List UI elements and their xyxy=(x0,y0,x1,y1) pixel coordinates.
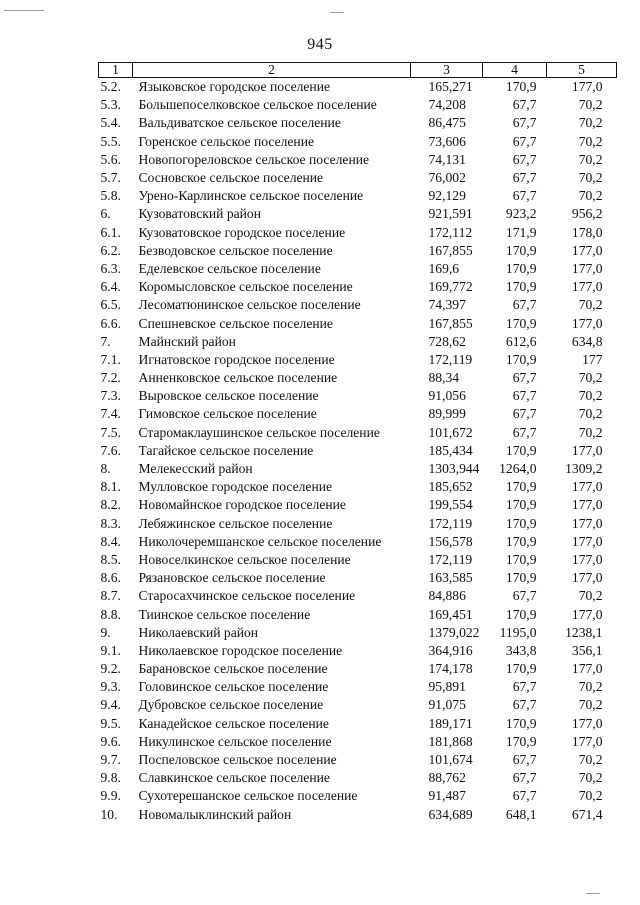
value-col-3: 76,002 xyxy=(428,170,466,186)
value-col-4: 67,7 xyxy=(512,679,537,695)
settlement-name: Барановское сельское поселение xyxy=(138,661,328,677)
value-col-3: 169,6 xyxy=(428,260,460,276)
value-col-3: 1303,944 xyxy=(428,461,480,477)
settlement-name: Гимовское сельское поселение xyxy=(138,406,317,422)
settlement-name: Игнатовское городское поселение xyxy=(138,351,335,367)
value-col-4: 67,7 xyxy=(512,297,537,313)
table-row xyxy=(99,278,617,296)
value-col-5: 70,2 xyxy=(578,188,603,204)
value-col-4: 170,9 xyxy=(505,533,537,549)
value-col-5: 177,0 xyxy=(571,606,603,622)
row-number: 7. xyxy=(100,333,111,349)
settlement-name: Лебяжинское сельское поселение xyxy=(138,515,333,531)
value-col-5: 177,0 xyxy=(571,479,603,495)
value-col-4: 343,8 xyxy=(505,642,537,658)
row-number: 8.5. xyxy=(100,551,121,567)
value-col-4: 67,7 xyxy=(512,770,537,786)
table-row xyxy=(99,715,617,733)
value-col-3: 95,891 xyxy=(428,679,466,695)
table-row xyxy=(99,369,617,387)
row-number: 6.3. xyxy=(100,260,121,276)
value-col-5: 70,2 xyxy=(578,679,603,695)
value-col-5: 70,2 xyxy=(578,588,603,604)
value-col-4: 612,6 xyxy=(505,333,537,349)
row-number: 8.7. xyxy=(100,588,121,604)
value-col-5: 70,2 xyxy=(578,133,603,149)
value-col-5: 356,1 xyxy=(571,642,603,658)
table-row xyxy=(99,224,617,242)
value-col-4: 170,9 xyxy=(505,242,537,258)
settlement-name: Лесоматюнинское сельское поселение xyxy=(138,297,361,313)
settlement-name: Выровское сельское поселение xyxy=(138,388,319,404)
table-row xyxy=(99,587,617,605)
table-row xyxy=(99,642,617,660)
settlement-name: Тиинское сельское поселение xyxy=(138,606,311,622)
value-col-5: 177,0 xyxy=(571,715,603,731)
settlement-name: Новопогореловское сельское поселение xyxy=(138,151,370,167)
scan-artifact-bottom xyxy=(586,893,600,894)
table-row xyxy=(99,533,617,551)
settlement-name: Вальдиватское сельское поселение xyxy=(138,115,341,131)
table-row xyxy=(99,496,617,514)
table-row xyxy=(99,205,617,223)
settlement-name: Большепоселковское сельское поселение xyxy=(138,97,377,113)
value-col-4: 170,9 xyxy=(505,351,537,367)
value-col-4: 170,9 xyxy=(505,260,537,276)
value-col-3: 728,62 xyxy=(428,333,466,349)
header-col-2: 2 xyxy=(133,63,411,78)
table-row xyxy=(99,442,617,460)
value-col-3: 91,075 xyxy=(428,697,466,713)
value-col-4: 67,7 xyxy=(512,752,537,768)
table-row xyxy=(99,96,617,114)
settlement-name: Коромысловское сельское поселение xyxy=(138,279,353,295)
settlement-name: Мелекесский район xyxy=(138,461,253,477)
value-col-5: 177,0 xyxy=(571,497,603,513)
value-col-4: 170,9 xyxy=(505,570,537,586)
value-col-4: 67,7 xyxy=(512,388,537,404)
value-col-3: 634,689 xyxy=(428,806,473,822)
value-col-5: 177,0 xyxy=(571,551,603,567)
value-col-5: 70,2 xyxy=(578,406,603,422)
settlement-name: Кузоватовский район xyxy=(138,206,262,222)
value-col-5: 177,0 xyxy=(571,279,603,295)
value-col-3: 165,271 xyxy=(428,79,473,95)
row-number: 9.4. xyxy=(100,697,121,713)
value-col-3: 91,487 xyxy=(428,788,466,804)
table-row xyxy=(99,515,617,533)
row-number: 7.5. xyxy=(100,424,121,440)
table-row xyxy=(99,806,617,824)
row-number: 6.4. xyxy=(100,279,121,295)
row-number: 6.2. xyxy=(100,242,121,258)
value-col-3: 163,585 xyxy=(428,570,473,586)
table-header xyxy=(99,63,617,78)
value-col-4: 67,7 xyxy=(512,97,537,113)
row-number: 7.3. xyxy=(100,388,121,404)
value-col-4: 67,7 xyxy=(512,170,537,186)
settlement-name: Славкинское сельское поселение xyxy=(138,770,330,786)
scan-artifact-left xyxy=(4,10,44,11)
value-col-5: 1309,2 xyxy=(565,461,603,477)
value-col-4: 170,9 xyxy=(505,442,537,458)
table-row xyxy=(99,133,617,151)
table-row xyxy=(99,751,617,769)
row-number: 8.6. xyxy=(100,570,121,586)
value-col-4: 170,9 xyxy=(505,79,537,95)
value-col-5: 70,2 xyxy=(578,697,603,713)
row-number: 6.6. xyxy=(100,315,121,331)
settlement-name: Кузоватовское городское поселение xyxy=(138,224,346,240)
value-col-5: 70,2 xyxy=(578,170,603,186)
row-number: 8.4. xyxy=(100,533,121,549)
row-number: 5.2. xyxy=(100,79,121,95)
value-col-3: 86,475 xyxy=(428,115,466,131)
value-col-3: 172,119 xyxy=(428,551,473,567)
table-row xyxy=(99,660,617,678)
settlement-name: Еделевское сельское поселение xyxy=(138,260,321,276)
value-col-5: 70,2 xyxy=(578,297,603,313)
value-col-5: 70,2 xyxy=(578,370,603,386)
row-number: 9.9. xyxy=(100,788,121,804)
settlement-name: Новомайнское городское поселение xyxy=(138,497,346,513)
row-number: 7.4. xyxy=(100,406,121,422)
value-col-3: 74,208 xyxy=(428,97,466,113)
table-row xyxy=(99,296,617,314)
value-col-4: 67,7 xyxy=(512,697,537,713)
value-col-3: 172,119 xyxy=(428,351,473,367)
value-col-5: 634,8 xyxy=(571,333,603,349)
header-col-3: 3 xyxy=(411,63,483,78)
value-col-3: 156,578 xyxy=(428,533,473,549)
table-row xyxy=(99,733,617,751)
settlement-name: Новомалыклинский район xyxy=(138,806,292,822)
value-col-3: 185,652 xyxy=(428,479,473,495)
value-col-4: 67,7 xyxy=(512,133,537,149)
value-col-3: 364,916 xyxy=(428,642,473,658)
value-col-4: 170,9 xyxy=(505,279,537,295)
value-col-3: 91,056 xyxy=(428,388,466,404)
table-row xyxy=(99,333,617,351)
row-number: 8.1. xyxy=(100,479,121,495)
value-col-3: 74,397 xyxy=(428,297,466,313)
table-row xyxy=(99,624,617,642)
value-col-4: 648,1 xyxy=(505,806,537,822)
value-col-4: 67,7 xyxy=(512,406,537,422)
row-number: 5.4. xyxy=(100,115,121,131)
value-col-3: 185,434 xyxy=(428,442,473,458)
row-number: 9.7. xyxy=(100,752,121,768)
value-col-4: 67,7 xyxy=(512,424,537,440)
value-col-5: 177,0 xyxy=(571,260,603,276)
settlement-name: Никулинское сельское поселение xyxy=(138,733,332,749)
settlement-name: Старомаклаушинское сельское поселение xyxy=(138,424,380,440)
scan-artifact-mid xyxy=(330,12,344,13)
settlement-name: Поспеловское сельское поселение xyxy=(138,752,337,768)
settlement-name: Канадейское сельское поселение xyxy=(138,715,329,731)
table-row xyxy=(99,424,617,442)
settlement-name: Николочеремшанское сельское поселение xyxy=(138,533,382,549)
row-number: 8.8. xyxy=(100,606,121,622)
value-col-4: 67,7 xyxy=(512,115,537,131)
table-row xyxy=(99,478,617,496)
value-col-3: 1379,022 xyxy=(428,624,480,640)
value-col-5: 177,0 xyxy=(571,242,603,258)
value-col-3: 921,591 xyxy=(428,206,473,222)
row-number: 7.1. xyxy=(100,351,121,367)
settlement-name: Мулловское городское поселение xyxy=(138,479,333,495)
settlement-name: Спешневское сельское поселение xyxy=(138,315,333,331)
row-number: 9.6. xyxy=(100,733,121,749)
value-col-4: 170,9 xyxy=(505,606,537,622)
table-body xyxy=(99,78,617,824)
row-number: 5.6. xyxy=(100,151,121,167)
value-col-5: 70,2 xyxy=(578,388,603,404)
row-number: 10. xyxy=(100,806,118,822)
value-col-3: 167,855 xyxy=(428,242,473,258)
value-col-5: 70,2 xyxy=(578,97,603,113)
value-col-5: 178,0 xyxy=(571,224,603,240)
settlement-name: Старосахчинское сельское поселение xyxy=(138,588,356,604)
value-col-5: 177,0 xyxy=(571,533,603,549)
table-row xyxy=(99,605,617,623)
settlement-name: Безводовское сельское поселение xyxy=(138,242,333,258)
value-col-3: 88,762 xyxy=(428,770,466,786)
value-col-4: 923,2 xyxy=(505,206,537,222)
value-col-4: 67,7 xyxy=(512,370,537,386)
row-number: 5.3. xyxy=(100,97,121,113)
value-col-4: 170,9 xyxy=(505,479,537,495)
settlement-name: Сухотерешанское сельское поселение xyxy=(138,788,358,804)
settlement-name: Горенское сельское поселение xyxy=(138,133,315,149)
value-col-5: 177,0 xyxy=(571,79,603,95)
table-row xyxy=(99,187,617,205)
value-col-3: 169,772 xyxy=(428,279,473,295)
value-col-5: 177,0 xyxy=(571,515,603,531)
value-col-4: 67,7 xyxy=(512,188,537,204)
value-col-3: 181,868 xyxy=(428,733,473,749)
header-col-1: 1 xyxy=(99,63,133,78)
row-number: 8.2. xyxy=(100,497,121,513)
value-col-4: 170,9 xyxy=(505,733,537,749)
table-row xyxy=(99,387,617,405)
table-row xyxy=(99,151,617,169)
value-col-5: 70,2 xyxy=(578,788,603,804)
value-col-3: 169,451 xyxy=(428,606,473,622)
row-number: 6.5. xyxy=(100,297,121,313)
value-col-4: 170,9 xyxy=(505,315,537,331)
row-number: 9.2. xyxy=(100,661,121,677)
settlement-name: Дубровское сельское поселение xyxy=(138,697,324,713)
header-col-5: 5 xyxy=(547,63,617,78)
header-row xyxy=(99,63,617,78)
row-number: 6. xyxy=(100,206,111,222)
value-col-5: 177,0 xyxy=(571,315,603,331)
row-number: 5.5. xyxy=(100,133,121,149)
value-col-5: 70,2 xyxy=(578,752,603,768)
value-col-3: 88,34 xyxy=(428,370,460,386)
value-col-5: 177 xyxy=(582,351,603,367)
value-col-4: 170,9 xyxy=(505,715,537,731)
settlement-name: Сосновское сельское поселение xyxy=(138,170,324,186)
row-number: 5.8. xyxy=(100,188,121,204)
value-col-5: 70,2 xyxy=(578,115,603,131)
value-col-3: 101,674 xyxy=(428,752,473,768)
settlement-name: Майнский район xyxy=(138,333,236,349)
table-row xyxy=(99,314,617,332)
value-col-3: 189,171 xyxy=(428,715,473,731)
row-number: 7.6. xyxy=(100,442,121,458)
value-col-4: 67,7 xyxy=(512,588,537,604)
value-col-3: 73,606 xyxy=(428,133,466,149)
value-col-3: 74,131 xyxy=(428,151,466,167)
page-number: 945 xyxy=(307,36,333,53)
table-row xyxy=(99,569,617,587)
value-col-5: 70,2 xyxy=(578,770,603,786)
value-col-3: 92,129 xyxy=(428,188,466,204)
settlement-name: Николаевское городское поселение xyxy=(138,642,343,658)
row-number: 9.3. xyxy=(100,679,121,695)
table-row xyxy=(99,405,617,423)
value-col-3: 167,855 xyxy=(428,315,473,331)
settlement-name: Николаевский район xyxy=(138,624,259,640)
value-col-5: 177,0 xyxy=(571,442,603,458)
value-col-3: 174,178 xyxy=(428,661,473,677)
row-number: 6.1. xyxy=(100,224,121,240)
table-row xyxy=(99,551,617,569)
settlement-name: Рязановское сельское поселение xyxy=(138,570,326,586)
value-col-5: 671,4 xyxy=(571,806,603,822)
value-col-3: 172,112 xyxy=(428,224,473,240)
table-row xyxy=(99,787,617,805)
value-col-5: 1238,1 xyxy=(565,624,603,640)
row-number: 8. xyxy=(100,461,111,477)
row-number: 9.8. xyxy=(100,770,121,786)
value-col-4: 170,9 xyxy=(505,551,537,567)
table-row xyxy=(99,460,617,478)
table-row xyxy=(99,678,617,696)
value-col-5: 70,2 xyxy=(578,424,603,440)
value-col-5: 177,0 xyxy=(571,733,603,749)
settlement-name: Тагайское сельское поселение xyxy=(138,442,314,458)
value-col-3: 172,119 xyxy=(428,515,473,531)
value-col-4: 1195,0 xyxy=(499,624,537,640)
value-col-3: 89,999 xyxy=(428,406,466,422)
table-row xyxy=(99,351,617,369)
row-number: 8.3. xyxy=(100,515,121,531)
table-row xyxy=(99,169,617,187)
value-col-3: 199,554 xyxy=(428,497,473,513)
table-row xyxy=(99,769,617,787)
table-row xyxy=(99,696,617,714)
row-number: 9.5. xyxy=(100,715,121,731)
settlement-name: Урено-Карлинское сельское поселение xyxy=(138,188,364,204)
value-col-4: 170,9 xyxy=(505,515,537,531)
value-col-4: 67,7 xyxy=(512,151,537,167)
header-col-4: 4 xyxy=(483,63,547,78)
value-col-5: 177,0 xyxy=(571,661,603,677)
settlement-name: Головинское сельское поселение xyxy=(138,679,329,695)
table-row xyxy=(99,260,617,278)
value-col-4: 170,9 xyxy=(505,497,537,513)
row-number: 9.1. xyxy=(100,642,121,658)
table-row xyxy=(99,78,617,97)
row-number: 5.7. xyxy=(100,170,121,186)
value-col-5: 70,2 xyxy=(578,151,603,167)
table-row xyxy=(99,242,617,260)
row-number: 7.2. xyxy=(100,370,121,386)
value-col-3: 101,672 xyxy=(428,424,473,440)
settlement-name: Анненковское сельское поселение xyxy=(138,370,338,386)
settlement-name: Новоселкинское сельское поселение xyxy=(138,551,351,567)
value-col-4: 1264,0 xyxy=(499,461,537,477)
row-number: 9. xyxy=(100,624,111,640)
value-col-3: 84,886 xyxy=(428,588,466,604)
value-col-5: 956,2 xyxy=(571,206,603,222)
value-col-5: 177,0 xyxy=(571,570,603,586)
value-col-4: 171,9 xyxy=(505,224,537,240)
settlement-name: Языковское городское поселение xyxy=(138,79,330,95)
value-col-4: 67,7 xyxy=(512,788,537,804)
budget-table xyxy=(98,62,617,824)
table-row xyxy=(99,114,617,132)
value-col-4: 170,9 xyxy=(505,661,537,677)
